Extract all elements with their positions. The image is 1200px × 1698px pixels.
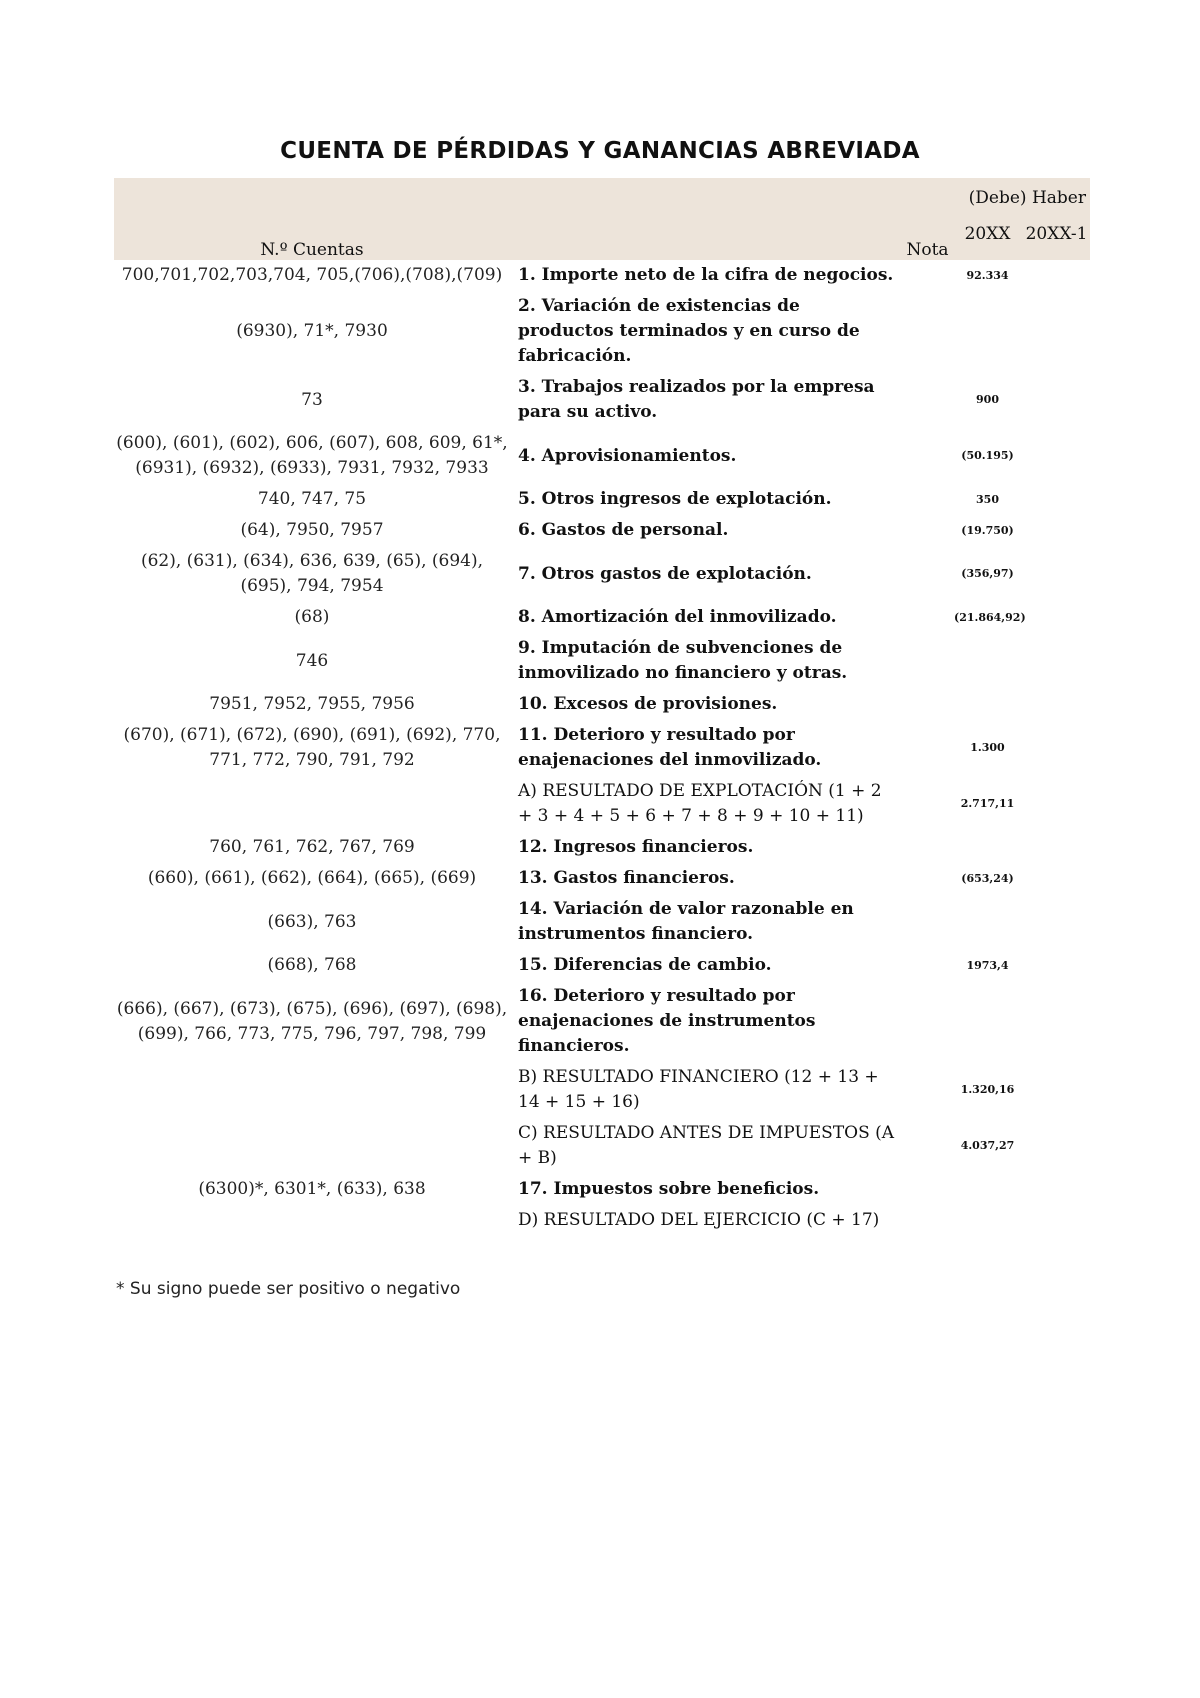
- row-value-current: [952, 832, 1023, 863]
- row-note: [903, 372, 952, 428]
- row-concept: 4. Aprovisionamientos.: [518, 445, 737, 466]
- row-value-previous: [1023, 1062, 1090, 1118]
- row-value-current: (21.864,92): [954, 610, 1026, 624]
- row-note: [903, 1174, 952, 1205]
- row-value-current: 92.334: [966, 268, 1009, 282]
- row-value-current: 1.320,16: [960, 1083, 1015, 1096]
- row-note: [903, 633, 952, 689]
- row-value-previous: [1023, 981, 1090, 1062]
- table-row: [114, 291, 1090, 372]
- row-note: [903, 1062, 952, 1118]
- row-value-previous: [1023, 428, 1090, 484]
- table-row: [114, 720, 1090, 776]
- row-concept: 9. Imputación de subvenciones de inmovilizado no financiero y otras.: [518, 638, 848, 683]
- row-value-previous: [1023, 291, 1090, 372]
- header-accounts: N.º Cuentas: [114, 178, 510, 260]
- row-value-current: (19.750): [961, 523, 1014, 537]
- row-value-previous: [1023, 950, 1090, 981]
- table-row: [114, 602, 1090, 633]
- row-accounts: (660), (661), (662), (664), (665), (669): [147, 868, 477, 888]
- row-value-current: [952, 981, 1023, 1062]
- row-value-previous: [1023, 546, 1090, 602]
- table-row: [114, 515, 1090, 546]
- row-note: [903, 515, 952, 546]
- row-value-current: [952, 689, 1023, 720]
- row-accounts: [114, 1205, 510, 1236]
- row-concept: 8. Amortización del inmovilizado.: [518, 607, 837, 627]
- row-note: [903, 776, 952, 832]
- row-note: [903, 689, 952, 720]
- row-value-current: 2.717,11: [960, 797, 1015, 810]
- row-note: [903, 894, 952, 950]
- row-accounts: (668), 768: [267, 955, 357, 975]
- row-note: [903, 950, 952, 981]
- row-accounts: [114, 776, 510, 832]
- row-accounts: (600), (601), (602), 606, (607), 608, 609, 61*, (6931), (6932), (6933), 7931, 7932, 7933: [116, 433, 508, 478]
- table-row: [114, 689, 1090, 720]
- row-note: [903, 546, 952, 602]
- row-note: [903, 1205, 952, 1236]
- row-note: [903, 863, 952, 894]
- row-note: [903, 484, 952, 515]
- row-value-current: (653,24): [961, 871, 1014, 885]
- row-value-previous: [1023, 484, 1090, 515]
- header-year-current: 20XX: [952, 208, 1023, 260]
- header-debe-haber: (Debe) Haber: [952, 178, 1090, 208]
- row-concept: A) RESULTADO DE EXPLOTACIÓN (1 + 2 + 3 + 4 + 5 + 6 + 7 + 8 + 9 + 10 + 11): [518, 781, 882, 826]
- row-value-previous: [1023, 372, 1090, 428]
- row-value-previous: [1023, 776, 1090, 832]
- header-concept: [510, 178, 903, 260]
- row-accounts: (68): [294, 607, 330, 627]
- table-row: [114, 981, 1090, 1062]
- row-note: [903, 981, 952, 1062]
- row-concept: D) RESULTADO DEL EJERCICIO (C + 17): [518, 1210, 880, 1230]
- table-row: [114, 894, 1090, 950]
- row-concept: 3. Trabajos realizados por la empresa para su activo.: [518, 377, 875, 422]
- row-value-current: 350: [976, 492, 999, 506]
- row-value-previous: [1023, 260, 1090, 291]
- row-value-previous: [1023, 1174, 1090, 1205]
- row-value-current: 1.300: [970, 741, 1005, 754]
- row-value-previous: [1023, 832, 1090, 863]
- row-value-current: (50.195): [961, 449, 1014, 462]
- row-accounts: (64), 7950, 7957: [240, 520, 384, 540]
- row-value-current: 4.037,27: [960, 1139, 1015, 1152]
- row-note: [903, 720, 952, 776]
- row-value-current: [952, 291, 1023, 372]
- row-concept: 2. Variación de existencias de productos terminados y en curso de fabricación.: [518, 296, 860, 366]
- row-note: [903, 602, 952, 633]
- row-value-previous: [1023, 863, 1090, 894]
- row-value-current: [952, 894, 1023, 950]
- row-concept: B) RESULTADO FINANCIERO (12 + 13 + 14 + 15 + 16): [518, 1067, 879, 1112]
- row-note: [903, 832, 952, 863]
- row-accounts: (666), (667), (673), (675), (696), (697), (698), (699), 766, 773, 775, 796, 797, 798, 799: [116, 998, 508, 1044]
- row-concept: 15. Diferencias de cambio.: [518, 955, 772, 975]
- row-accounts: (670), (671), (672), (690), (691), (692), 770, 771, 772, 790, 791, 792: [123, 725, 501, 770]
- row-value-current: [952, 633, 1023, 689]
- row-value-previous: [1023, 720, 1090, 776]
- row-value-current: [952, 1174, 1023, 1205]
- row-accounts: (663), 763: [267, 911, 357, 932]
- result-row: [114, 1205, 1090, 1236]
- row-value-previous: [1023, 1205, 1090, 1236]
- row-note: [903, 291, 952, 372]
- row-note: [903, 1118, 952, 1174]
- table-row: [114, 863, 1090, 894]
- row-concept: 12. Ingresos financieros.: [518, 837, 754, 857]
- row-value-previous: [1023, 894, 1090, 950]
- row-accounts: (62), (631), (634), 636, 639, (65), (694), (695), 794, 7954: [140, 551, 484, 596]
- row-accounts: 73: [301, 389, 323, 410]
- row-concept: 14. Variación de valor razonable en instrumentos financiero.: [518, 899, 854, 944]
- row-value-current: (356,97): [961, 567, 1014, 580]
- row-accounts: 7951, 7952, 7955, 7956: [209, 694, 415, 714]
- row-value-previous: [1023, 633, 1090, 689]
- row-accounts: 746: [295, 650, 329, 671]
- table-body: [114, 260, 1090, 1236]
- result-row: [114, 1118, 1090, 1174]
- page-title: CUENTA DE PÉRDIDAS Y GANANCIAS ABREVIADA: [280, 138, 920, 164]
- table-row: [114, 950, 1090, 981]
- table-row: [114, 260, 1090, 291]
- row-accounts: 700,701,702,703,704, 705,(706),(708),(709): [121, 265, 503, 285]
- table-header: [114, 178, 1090, 260]
- table-row: [114, 633, 1090, 689]
- header-note: Nota: [903, 178, 952, 260]
- row-value-current: 900: [976, 393, 999, 406]
- row-note: [903, 428, 952, 484]
- row-value-previous: [1023, 515, 1090, 546]
- row-value-current: [952, 1205, 1023, 1236]
- result-row: [114, 1062, 1090, 1118]
- row-accounts: (6930), 71*, 7930: [236, 321, 388, 341]
- row-concept: 1. Importe neto de la cifra de negocios.: [518, 265, 894, 285]
- row-note: [903, 260, 952, 291]
- row-concept: 6. Gastos de personal.: [518, 520, 729, 540]
- table-row: [114, 484, 1090, 515]
- row-value-previous: [1023, 602, 1090, 633]
- row-accounts: 740, 747, 75: [257, 489, 367, 509]
- row-accounts: (6300)*, 6301*, (633), 638: [198, 1179, 426, 1199]
- row-concept: C) RESULTADO ANTES DE IMPUESTOS (A + B): [518, 1123, 895, 1168]
- row-accounts: [114, 1118, 510, 1174]
- row-value-previous: [1023, 1118, 1090, 1174]
- row-value-previous: [1023, 689, 1090, 720]
- row-concept: 5. Otros ingresos de explotación.: [518, 489, 832, 509]
- header-year-previous: 20XX-1: [1023, 208, 1090, 260]
- table-row: [114, 372, 1090, 428]
- table-row: [114, 1174, 1090, 1205]
- table-row: [114, 428, 1090, 484]
- result-row: [114, 776, 1090, 832]
- table-row: [114, 546, 1090, 602]
- row-concept: 13. Gastos financieros.: [518, 868, 735, 888]
- footnote: * Su signo puede ser positivo o negativo: [116, 1279, 461, 1299]
- table-row: [114, 832, 1090, 863]
- row-concept: 10. Excesos de provisiones.: [518, 694, 778, 714]
- row-accounts: 760, 761, 762, 767, 769: [209, 837, 415, 857]
- row-accounts: [114, 1062, 510, 1118]
- row-concept: 17. Impuestos sobre beneficios.: [518, 1179, 820, 1199]
- row-concept: 16. Deterioro y resultado por enajenaciones de instrumentos financieros.: [518, 986, 816, 1056]
- row-value-current: 1973,4: [966, 958, 1009, 972]
- income-statement-table: [114, 178, 1090, 1236]
- row-concept: 7. Otros gastos de explotación.: [518, 563, 812, 584]
- row-concept: 11. Deterioro y resultado por enajenaciones del inmovilizado.: [518, 725, 822, 770]
